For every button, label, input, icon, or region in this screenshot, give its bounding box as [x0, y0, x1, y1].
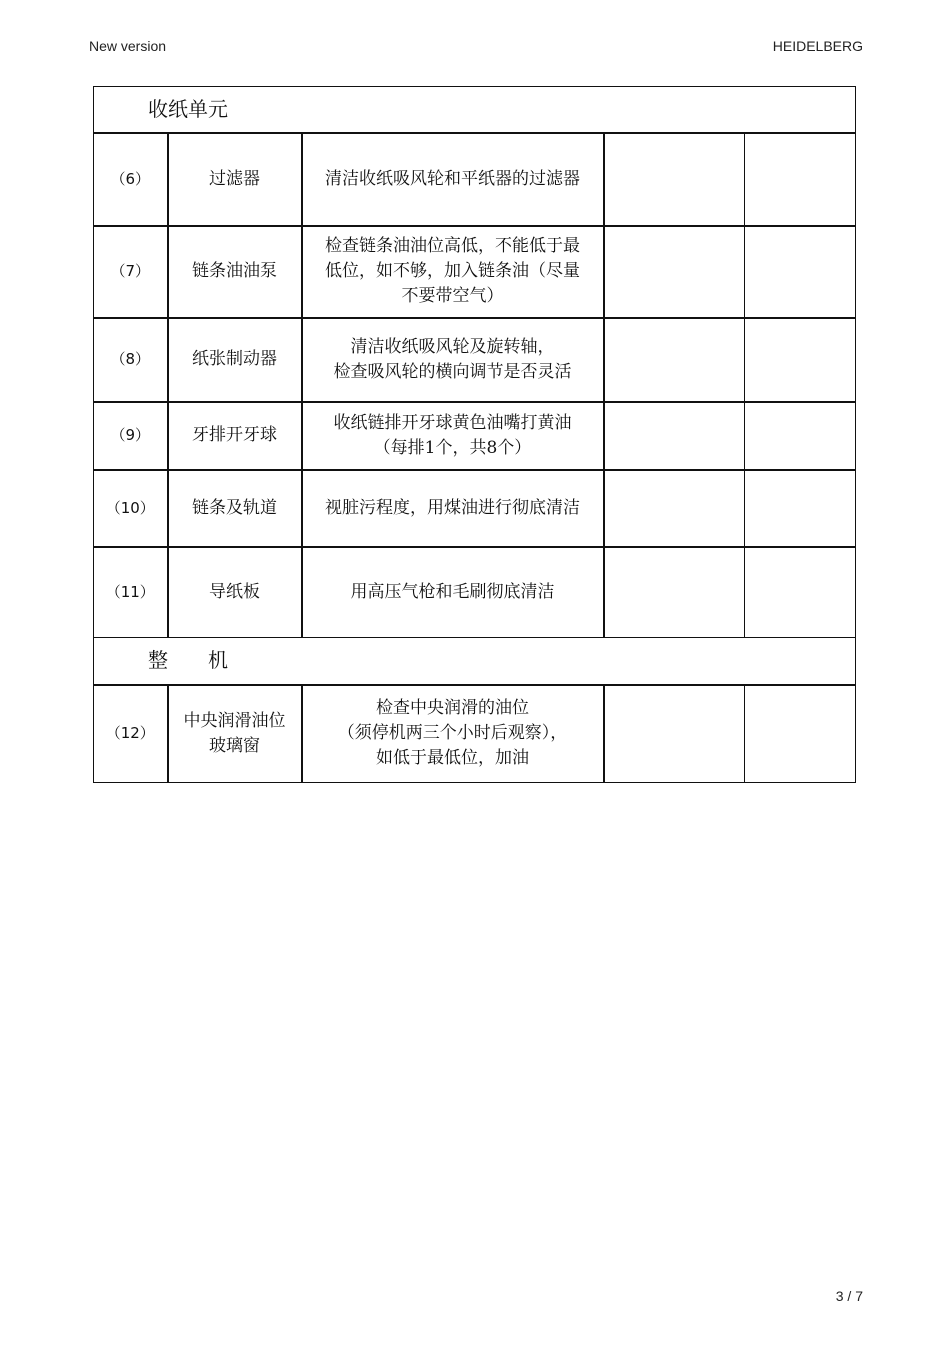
- item-description-line: 清洁收纸吸风轮及旋转轴，: [350, 336, 555, 357]
- item-description-line: 检查链条油油位高低，不能低于最: [325, 236, 580, 256]
- item-description-line: 如低于最低位，加油: [376, 748, 529, 769]
- check-cell[interactable]: [604, 133, 745, 226]
- table-row: [94, 226, 856, 318]
- item-part: [168, 226, 302, 318]
- item-part: [168, 685, 302, 783]
- item-part-line: 中央润滑油位: [183, 710, 286, 731]
- check-cell[interactable]: [604, 226, 745, 318]
- item-description: [302, 318, 604, 402]
- header-left-text: New version: [89, 38, 167, 54]
- table-row: [94, 470, 856, 547]
- header-right-text: HEIDELBERG: [772, 38, 863, 54]
- page-number: 3 / 7: [835, 1288, 863, 1304]
- note-cell[interactable]: [745, 547, 856, 638]
- item-part-line: 过滤器: [209, 168, 260, 189]
- item-part: [168, 318, 302, 402]
- item-description-line: 收纸链排开牙球黄色油嘴打黄油: [333, 412, 572, 433]
- item-part-line: 纸张制动器: [192, 349, 277, 369]
- item-description: [302, 133, 604, 226]
- item-part-line: 链条油油泵: [192, 261, 277, 281]
- item-description: [302, 402, 604, 470]
- maintenance-table: [93, 86, 856, 783]
- item-description-line: 视脏污程度，用煤油进行彻底清洁: [325, 497, 580, 518]
- check-cell[interactable]: [604, 547, 745, 638]
- item-description: [302, 547, 604, 638]
- item-number: （8）: [94, 318, 168, 402]
- item-number: （9）: [94, 402, 168, 470]
- item-description-line: 检查吸风轮的横向调节是否灵活: [333, 361, 572, 382]
- item-part-line: 牙排开牙球: [192, 425, 277, 445]
- table-row: [94, 318, 856, 402]
- item-number: （10）: [94, 470, 168, 547]
- item-description: [302, 685, 604, 783]
- table-row: [94, 402, 856, 470]
- note-cell[interactable]: [745, 318, 856, 402]
- check-cell[interactable]: [604, 318, 745, 402]
- note-cell[interactable]: [745, 226, 856, 318]
- item-description-line: 检查中央润滑的油位: [376, 698, 529, 719]
- item-description-line: 用高压气枪和毛刷彻底清洁: [350, 581, 555, 602]
- note-cell[interactable]: [745, 402, 856, 470]
- check-cell[interactable]: [604, 402, 745, 470]
- item-number: （11）: [94, 547, 168, 638]
- item-part: [168, 133, 302, 226]
- item-number: （12）: [94, 685, 168, 783]
- item-number: （6）: [94, 133, 168, 226]
- item-part-line: 玻璃窗: [209, 735, 260, 756]
- section-header-row: [94, 87, 856, 133]
- table-row: [94, 685, 856, 783]
- check-cell[interactable]: [604, 470, 745, 547]
- item-description-line: （须停机两三个小时后观察），: [337, 723, 568, 744]
- table-row: [94, 547, 856, 638]
- item-part-line: 导纸板: [209, 581, 260, 602]
- table-row: [94, 133, 856, 226]
- item-part: [168, 547, 302, 638]
- note-cell[interactable]: [745, 133, 856, 226]
- section-header-row: [94, 638, 856, 685]
- note-cell[interactable]: [745, 470, 856, 547]
- item-part: [168, 470, 302, 547]
- item-description: [302, 470, 604, 547]
- section-title: 整 机: [94, 638, 856, 685]
- item-description-line: 清洁收纸吸风轮和平纸器的过滤器: [325, 168, 580, 189]
- item-part-line: 链条及轨道: [192, 497, 277, 518]
- item-description: [302, 226, 604, 318]
- item-description-line: 低位，如不够，加入链条油（尽量: [325, 261, 580, 281]
- check-cell[interactable]: [604, 685, 745, 783]
- item-part: [168, 402, 302, 470]
- section-title: 收纸单元: [94, 87, 856, 133]
- note-cell[interactable]: [745, 685, 856, 783]
- item-number: （7）: [94, 226, 168, 318]
- item-description-line: 不要带空气）: [401, 286, 504, 306]
- item-description-line: （每排1个，共8个）: [373, 437, 532, 458]
